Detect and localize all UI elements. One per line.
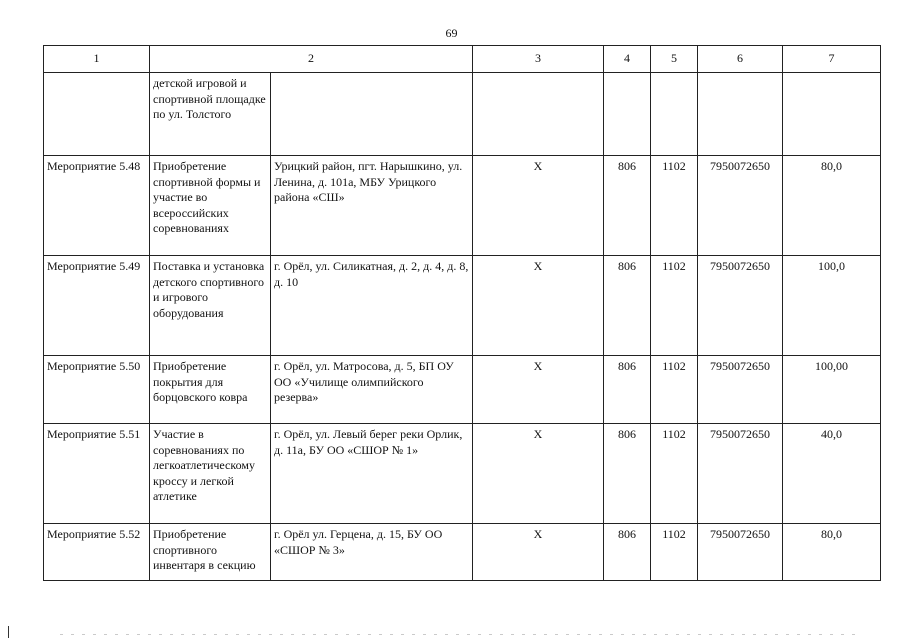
cell-text: 1102 xyxy=(662,527,686,541)
row-description xyxy=(150,424,271,524)
row-mark xyxy=(473,524,604,581)
row-code-1102 xyxy=(651,73,698,156)
cell-text: 806 xyxy=(618,359,636,373)
scan-edge-mark xyxy=(8,626,9,638)
row-event-name xyxy=(44,424,150,524)
table-row xyxy=(44,156,881,256)
cell-text: г. Орёл, ул. Матросова, д. 5, БП ОУ ОО «Училище олимпийского резерва» xyxy=(274,359,454,404)
cell-text: 7950072650 xyxy=(710,159,770,173)
cell-text: 7950072650 xyxy=(710,259,770,273)
row-event-name xyxy=(44,356,150,424)
row-amount xyxy=(783,156,881,256)
row-amount xyxy=(783,256,881,356)
row-amount xyxy=(783,424,881,524)
row-amount xyxy=(783,73,881,156)
cell-text: г. Орёл, ул. Силикатная, д. 2, д. 4, д. 8, д. 10 xyxy=(274,259,469,289)
cell-text xyxy=(476,73,600,76)
cell-text: 806 xyxy=(618,159,636,173)
row-target-code xyxy=(698,256,783,356)
table-header-row xyxy=(44,46,881,73)
row-description xyxy=(150,524,271,581)
page-number: 69 xyxy=(445,26,458,40)
row-target-code xyxy=(698,356,783,424)
cell-text: 1102 xyxy=(662,259,686,273)
row-target-code xyxy=(698,524,783,581)
row-code-806 xyxy=(604,73,651,156)
cell-text: Мероприятие 5.50 xyxy=(47,359,141,373)
cell-text: 80,0 xyxy=(821,527,842,541)
cell-text: г. Орёл, ул. Левый берег реки Орлик, д. 11а, БУ ОО «СШОР № 1» xyxy=(274,427,463,457)
row-code-1102 xyxy=(651,424,698,524)
cell-text: детской игровой и спортивной площадке по ул. Толстого xyxy=(153,76,266,121)
budget-table xyxy=(43,45,881,581)
row-address xyxy=(271,156,473,256)
table-row xyxy=(44,356,881,424)
row-code-806 xyxy=(604,156,651,256)
row-amount xyxy=(783,356,881,424)
row-mark xyxy=(473,424,604,524)
cell-text: 806 xyxy=(618,259,636,273)
row-description xyxy=(150,156,271,256)
cell-text: Приобретение спортивной формы и участие во всероссийских соревнованиях xyxy=(153,159,261,235)
cell-text xyxy=(607,73,647,76)
cell-text xyxy=(274,73,469,76)
row-event-name xyxy=(44,524,150,581)
cell-text: Мероприятие 5.51 xyxy=(47,427,141,441)
cell-text xyxy=(47,73,146,76)
header-col-7: 7 xyxy=(783,46,881,73)
row-event-name xyxy=(44,256,150,356)
header-col-6: 6 xyxy=(698,46,783,73)
header-col-2: 2 xyxy=(150,46,473,73)
row-target-code xyxy=(698,424,783,524)
row-code-1102 xyxy=(651,356,698,424)
table-row xyxy=(44,73,881,156)
row-target-code xyxy=(698,73,783,156)
table-row xyxy=(44,524,881,581)
row-target-code xyxy=(698,156,783,256)
cell-text: г. Орёл ул. Герцена, д. 15, БУ ОО «СШОР № 3» xyxy=(274,527,443,557)
cell-text: 1102 xyxy=(662,427,686,441)
row-amount xyxy=(783,524,881,581)
cell-text xyxy=(786,73,877,76)
table-row xyxy=(44,256,881,356)
cell-text: X xyxy=(533,427,543,441)
cell-text: Урицкий район, пгт. Нарышкино, ул. Ленина, д. 101а, МБУ Урицкого района «СШ» xyxy=(274,159,463,204)
cell-text: Мероприятие 5.49 xyxy=(47,259,141,273)
row-mark xyxy=(473,73,604,156)
row-description xyxy=(150,256,271,356)
cell-text: 7950072650 xyxy=(710,359,770,373)
cell-text: 1102 xyxy=(662,359,686,373)
table-row xyxy=(44,424,881,524)
row-code-806 xyxy=(604,356,651,424)
cell-text: X xyxy=(533,159,543,173)
cell-text: 40,0 xyxy=(821,427,842,441)
row-code-1102 xyxy=(651,156,698,256)
cell-text: Приобретение спортивного инвентаря в секцию xyxy=(153,527,256,572)
cell-text: 806 xyxy=(618,527,636,541)
cell-text: X xyxy=(533,259,543,273)
cell-text: 100,00 xyxy=(815,359,848,373)
cell-text: 1102 xyxy=(662,159,686,173)
row-mark xyxy=(473,356,604,424)
row-address xyxy=(271,424,473,524)
row-description xyxy=(150,73,271,156)
cell-text: Приобретение покрытия для борцовского ковра xyxy=(153,359,248,404)
row-event-name xyxy=(44,156,150,256)
cell-text: Мероприятие 5.52 xyxy=(47,527,141,541)
row-mark xyxy=(473,256,604,356)
header-col-5: 5 xyxy=(651,46,698,73)
header-col-4: 4 xyxy=(604,46,651,73)
cell-text xyxy=(654,73,694,76)
cell-text: Поставка и установка детского спортивного и игрового оборудования xyxy=(153,259,265,320)
cell-text: Участие в соревнованиях по легкоатлетическому кроссу и легкой атлетике xyxy=(153,427,255,503)
row-address xyxy=(271,73,473,156)
row-code-806 xyxy=(604,524,651,581)
header-col-3: 3 xyxy=(473,46,604,73)
cell-text: X xyxy=(533,527,543,541)
cell-text: 100,0 xyxy=(818,259,845,273)
row-event-name xyxy=(44,73,150,156)
row-description xyxy=(150,356,271,424)
cell-text: 7950072650 xyxy=(710,427,770,441)
cell-text xyxy=(701,73,779,76)
cell-text: 806 xyxy=(618,427,636,441)
row-code-1102 xyxy=(651,524,698,581)
row-mark xyxy=(473,156,604,256)
row-code-806 xyxy=(604,256,651,356)
row-address xyxy=(271,256,473,356)
row-address xyxy=(271,356,473,424)
cell-text: X xyxy=(533,359,543,373)
header-col-1: 1 xyxy=(44,46,150,73)
row-code-806 xyxy=(604,424,651,524)
row-code-1102 xyxy=(651,256,698,356)
scan-noise-line xyxy=(60,634,860,635)
cell-text: 80,0 xyxy=(821,159,842,173)
cell-text: 7950072650 xyxy=(710,527,770,541)
cell-text: Мероприятие 5.48 xyxy=(47,159,141,173)
row-address xyxy=(271,524,473,581)
